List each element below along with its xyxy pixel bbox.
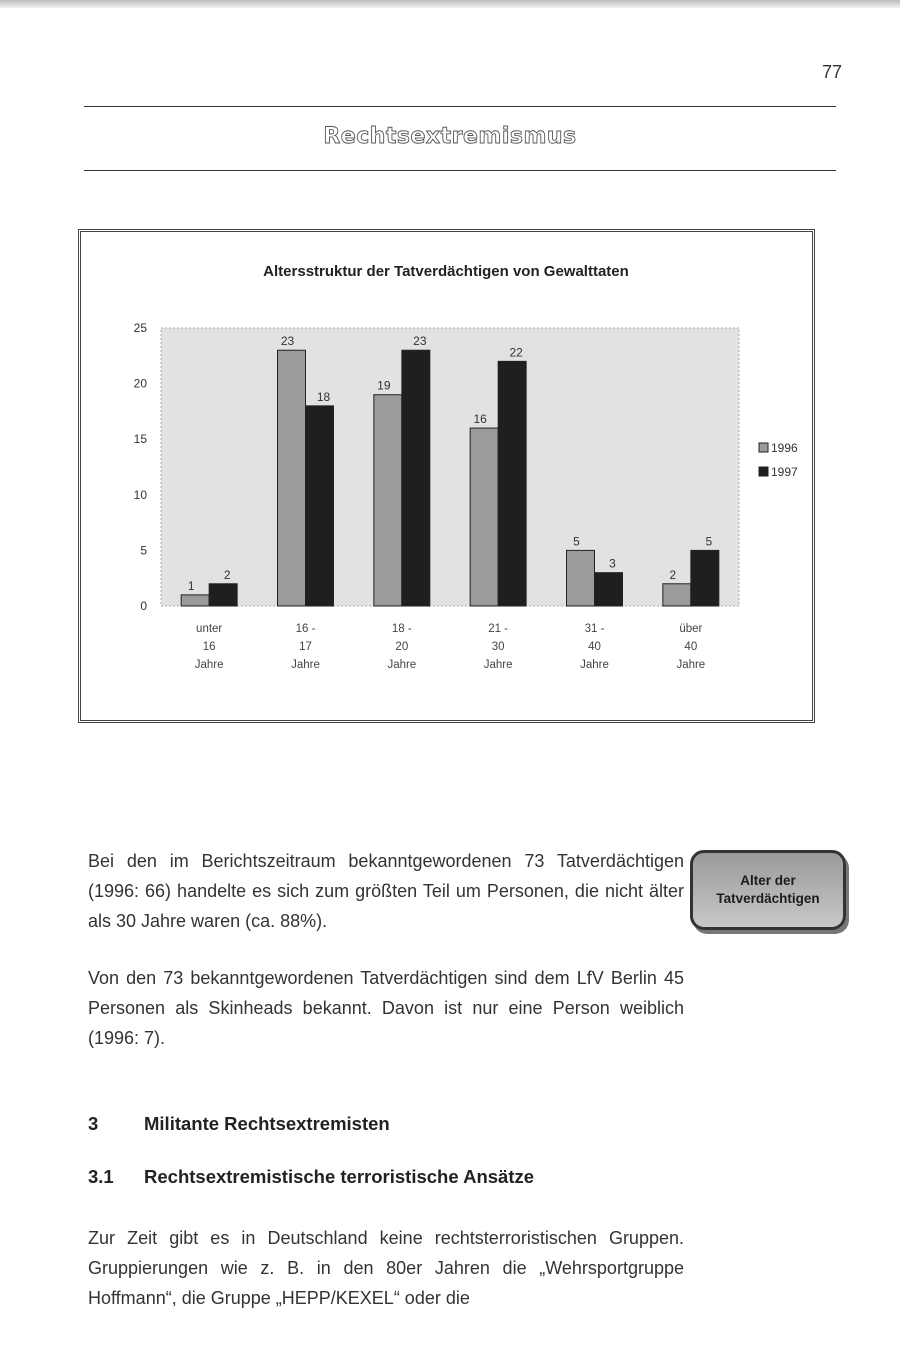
x-tick-label: 40: [684, 641, 698, 653]
paragraph-terror: Zur Zeit gibt es in Deutschland keine rechtsterroristischen Gruppen. Gruppierungen wie z. B. in den 80er Jahren die „Wehrsportgruppe Hoffmann“, die Gruppe „HEPP/KEXEL“ oder die: [88, 1228, 684, 1308]
x-tick-label: 20: [395, 641, 409, 653]
x-tick-label: 16 -: [295, 623, 316, 635]
data-label: 1: [187, 578, 195, 593]
y-tick-label: 0: [140, 599, 147, 613]
y-tick-label: 10: [133, 487, 147, 502]
x-tick-label: 40: [588, 641, 601, 653]
paragraph-age: Bei den im Berichtszeitraum bekanntgewordenen 73 Tatverdächtigen (1996: 66) handelte es sich zum größten Teil um Personen, die nicht älter als 30 Jahre waren (ca. 88%).: [88, 851, 684, 931]
chart-frame: [78, 229, 815, 723]
section-number: 3: [88, 1113, 99, 1134]
data-label: 2: [669, 567, 677, 582]
section-title: Rechtsextremistische terroristische Ansätze: [144, 1166, 535, 1187]
section-title: Militante Rechtsextremisten: [144, 1113, 390, 1134]
paragraph-skinheads: Von den 73 bekanntgewordenen Tatverdächtigen sind dem LfV Berlin 45 Personen als Skinheads bekannt. Davon ist nur eine Person weiblich (1996: 7).: [88, 968, 684, 1048]
running-header: Rechtsextremismus: [323, 124, 577, 149]
chart-title: Altersstruktur der Tatverdächtigen von Gewalttaten: [263, 263, 629, 280]
x-tick-label: Jahre: [194, 659, 224, 671]
header-rule-top: [84, 106, 836, 107]
x-tick-label: 21 -: [488, 623, 509, 635]
bar-1996: [278, 350, 306, 606]
margin-note-line1: Alter der: [740, 873, 796, 888]
plot-area: [161, 328, 739, 606]
bar-1997: [402, 350, 430, 606]
bar-1997: [306, 406, 334, 606]
data-label: 3: [609, 556, 616, 571]
header-rule-bottom: [84, 170, 836, 171]
legend-swatch-1996: [759, 443, 768, 452]
bar-1997: [209, 584, 237, 606]
x-tick-label: 18 -: [391, 623, 412, 635]
data-label: 23: [413, 334, 427, 349]
y-tick-label: 20: [133, 376, 147, 391]
data-label: 22: [509, 345, 523, 360]
x-tick-label: 17: [299, 641, 312, 653]
data-label: 23: [280, 334, 295, 349]
section-heading-3-1: [88, 1166, 534, 1188]
bar-1997: [595, 573, 623, 606]
x-tick-label: Jahre: [387, 659, 417, 671]
y-tick-label: 15: [133, 432, 147, 447]
section-heading-3: [88, 1113, 390, 1135]
bar-1996: [663, 584, 691, 606]
legend-swatch-1997: [759, 467, 768, 476]
x-tick-label: unter: [196, 623, 223, 635]
legend-label: 1996: [771, 441, 798, 455]
bar-1997: [691, 550, 719, 606]
margin-note-line2: Tatverdächtigen: [716, 891, 820, 906]
x-tick-label: Jahre: [483, 659, 513, 671]
age-structure-chart: [81, 232, 812, 720]
x-tick-label: 16: [202, 641, 216, 653]
margin-note-box: [690, 850, 846, 930]
data-label: 5: [573, 534, 580, 549]
x-tick-label: 31 -: [584, 623, 605, 635]
x-tick-label: Jahre: [580, 659, 609, 671]
data-label: 19: [377, 378, 391, 393]
x-tick-label: Jahre: [676, 659, 706, 671]
scan-top-edge: [0, 0, 900, 8]
bar-1996: [181, 595, 209, 606]
x-tick-label: Jahre: [291, 659, 320, 671]
section-number: 3.1: [88, 1166, 114, 1187]
data-label: 5: [705, 534, 713, 549]
data-label: 2: [223, 567, 231, 582]
bar-1996: [567, 550, 595, 606]
bar-1996: [470, 428, 498, 606]
bar-1997: [498, 361, 526, 606]
page-number: 77: [821, 62, 842, 82]
data-label: 18: [316, 389, 331, 404]
bar-1996: [374, 395, 402, 606]
x-tick-label: 30: [491, 641, 505, 653]
data-label: 16: [473, 412, 487, 427]
y-tick-label: 5: [140, 543, 147, 558]
y-tick-label: 25: [133, 321, 147, 335]
legend-label: 1997: [771, 465, 798, 479]
x-tick-label: über: [679, 623, 703, 635]
